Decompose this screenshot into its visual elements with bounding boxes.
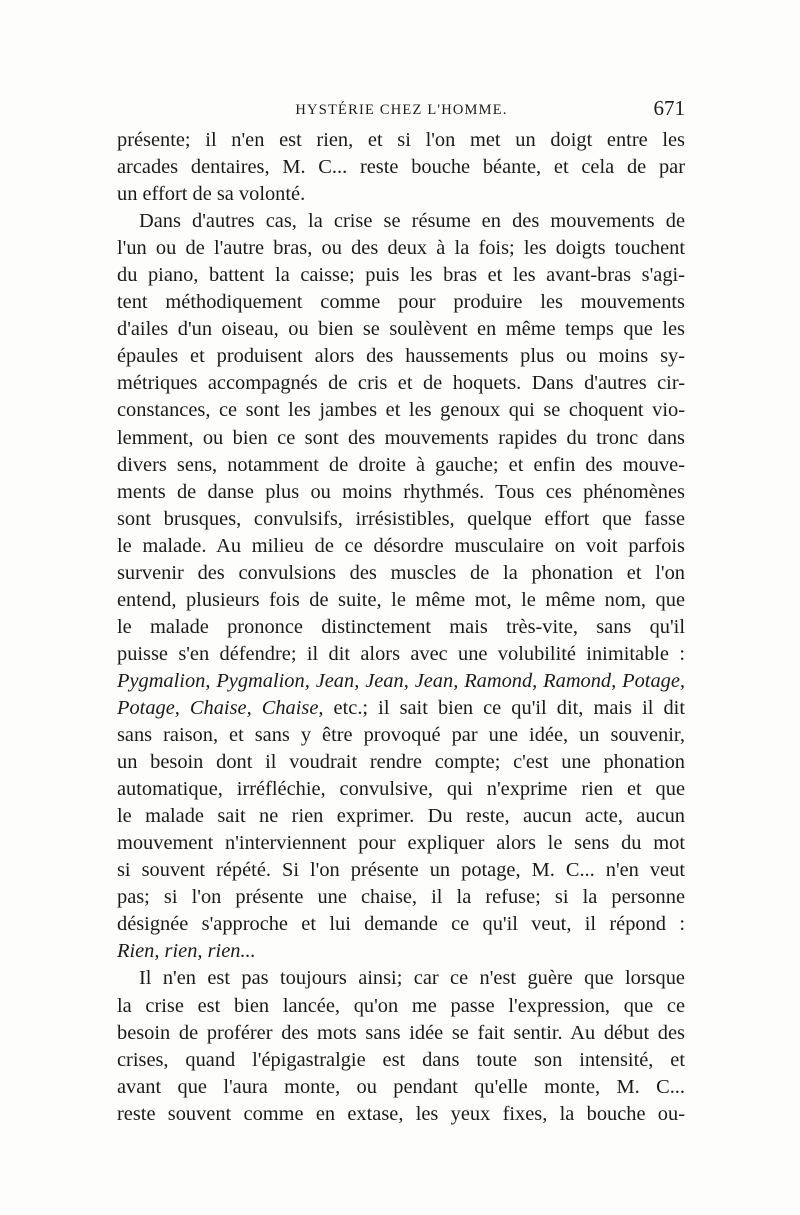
text-line: puisse s'en défendre; il dit alors avec une volubilité inimitable : [117,642,685,665]
paragraph-start-line: Il n'en est pas toujours ainsi; car ce n'est guère que lorsque [139,967,685,990]
text-line: avant que l'aura monte, ou pendant qu'elle monte, M. C... [117,1075,685,1098]
running-title: HYSTÉRIE CHEZ L'HOMME. [295,102,508,118]
text-line: divers sens, notamment de droite à gauche; et enfin des mouve- [117,453,685,476]
text-line: désignée s'approche et lui demande ce qu'il veut, il répond : [117,913,685,936]
text-line: automatique, irréfléchie, convulsive, qui n'exprime rien et que [117,778,685,801]
text-line: le malade. Au milieu de ce désordre musculaire on voit parfois [117,534,685,557]
text-line: entend, plusieurs fois de suite, le même mot, le même nom, que [117,588,685,611]
text-line: reste souvent comme en extase, les yeux fixes, la bouche ou- [117,1102,685,1125]
text-line: crises, quand l'épigastralgie est dans toute son intensité, et [117,1048,685,1071]
text-line: le malade prononce distinctement mais très-vite, sans qu'il [117,615,685,638]
text-line: du piano, battent la caisse; puis les bras et les avant-bras s'agi- [117,264,685,287]
paragraph-start-line: Dans d'autres cas, la crise se résume en des mouvements de [139,210,685,233]
text-line: métriques accompagnés de cris et de hoquets. Dans d'autres cir- [117,372,685,395]
italic-text-line: Pygmalion, Pygmalion, Jean, Jean, Jean, Ramond, Ramond, Potage, [117,669,685,692]
text-line: arcades dentaires, M. C... reste bouche béante, et cela de par [117,156,685,179]
page-number: 671 [653,96,685,120]
roman-words: etc.; il sait bien ce qu'il dit, mais il dit [323,696,685,719]
text-line: un besoin dont il voudrait rendre compte; c'est une phonation [117,751,685,774]
text-line: lemment, ou bien ce sont des mouvements rapides du tronc dans [117,426,685,449]
body-text [117,127,685,1128]
text-line: sont brusques, convulsifs, irrésistibles, quelque effort que fasse [117,507,685,530]
italic-text-line: Rien, rien, rien... [117,940,256,963]
mixed-text-line [117,695,685,722]
text-line: mouvement n'interviennent pour expliquer alors le sens du mot [117,832,685,855]
text-line: sans raison, et sans y être provoqué par une idée, un souvenir, [117,724,685,747]
running-head [118,96,685,126]
text-line: présente; il n'en est rien, et si l'on met un doigt entre les [117,129,685,151]
text-line: le malade sait ne rien exprimer. Du reste, aucun acte, aucun [117,805,685,828]
text-line: tent méthodiquement comme pour produire les mouvements [117,291,685,314]
italic-words: Potage, Chaise, Chaise, [117,696,324,719]
text-line: besoin de proférer des mots sans idée se fait sentir. Au début des [117,1021,685,1044]
text-line: d'ailes d'un oiseau, ou bien se soulèvent en même temps que les [117,318,685,341]
text-line: survenir des convulsions des muscles de la phonation et l'on [117,561,685,584]
text-line: l'un ou de l'autre bras, ou des deux à la fois; les doigts touchent [117,237,685,260]
text-line: pas; si l'on présente une chaise, il la refuse; si la personne [117,886,685,909]
text-line: la crise est bien lancée, qu'on me passe l'expression, que ce [117,994,685,1017]
text-line: si souvent répété. Si l'on présente un potage, M. C... n'en veut [117,859,685,882]
text-line: ments de danse plus ou moins rhythmés. Tous ces phénomènes [117,480,685,503]
text-line: épaules et produisent alors des haussements plus ou moins sy- [117,345,685,368]
text-line: constances, ce sont les jambes et les genoux qui se choquent vio- [117,399,685,422]
text-line: un effort de sa volonté. [117,183,306,206]
